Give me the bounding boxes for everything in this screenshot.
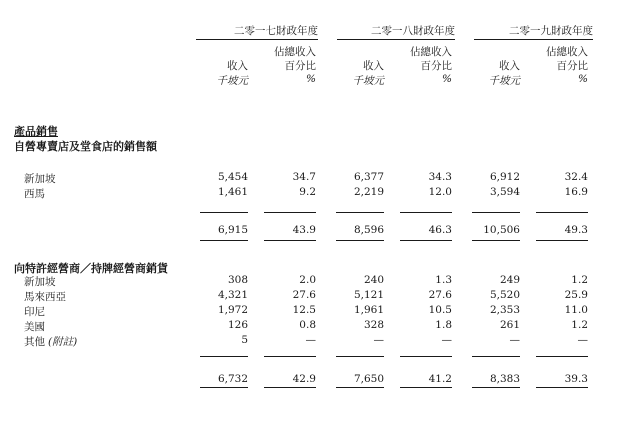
table-cell: 0.8	[299, 319, 316, 331]
table-cell: 308	[227, 274, 248, 286]
s2-rule-c1	[200, 356, 248, 357]
pct-label-2017-1: 佔總收入	[274, 46, 316, 58]
table-cell: 5	[241, 334, 248, 346]
table-cell: 9.2	[299, 186, 316, 198]
pct-label-2019-1: 佔總收入	[546, 46, 588, 58]
table-cell: 1.8	[435, 319, 452, 331]
pct-label-2019-2: 百分比	[556, 60, 588, 72]
s1-total-rule-c4	[400, 240, 452, 241]
table-cell: 1.2	[571, 319, 588, 331]
s1-total-rule-c2	[264, 240, 316, 241]
unit-pct-2019: %	[578, 73, 588, 85]
unit-rev-2017: 千坡元	[216, 75, 248, 87]
table-cell: 16.9	[564, 186, 588, 198]
s1-rule-c2	[264, 212, 316, 213]
year-header-2019: 二零一九財政年度	[509, 25, 593, 37]
total-cell: 8,383	[489, 373, 520, 385]
header-rule-2018	[337, 39, 455, 40]
table-cell: 10.5	[428, 304, 452, 316]
section-product-sales-subtitle: 自營專賣店及堂食店的銷售額	[14, 140, 157, 153]
table-cell: 5,454	[217, 171, 248, 183]
table-cell: 4,321	[217, 289, 248, 301]
table-cell: 25.9	[564, 289, 588, 301]
total-cell: 7,650	[353, 373, 384, 385]
rev-label-2017: 收入	[227, 60, 248, 72]
s2-total-rule-c1	[200, 387, 248, 388]
s1-total-rule-c6	[536, 240, 588, 241]
total-cell: 49.3	[564, 224, 588, 236]
total-cell: 39.3	[564, 373, 588, 385]
row-label: 馬來西亞	[24, 291, 66, 303]
pct-label-2017-2: 百分比	[284, 60, 316, 72]
table-cell: 249	[499, 274, 520, 286]
table-cell: 2,353	[489, 304, 520, 316]
row-label: 其他	[24, 336, 45, 348]
s1-total-rule-c5	[472, 240, 520, 241]
section-franchise-title: 向特許經營商／持牌經營商銷貨	[14, 262, 168, 275]
unit-rev-2018: 千坡元	[352, 75, 384, 87]
row-label-note: (附註)	[48, 336, 78, 348]
rev-label-2019: 收入	[499, 60, 520, 72]
total-cell: 46.3	[428, 224, 452, 236]
s1-rule-c6	[536, 212, 588, 213]
table-cell: 27.6	[292, 289, 316, 301]
unit-pct-2018: %	[442, 73, 452, 85]
pct-label-2018-1: 佔總收入	[410, 46, 452, 58]
table-cell: 27.6	[428, 289, 452, 301]
total-cell: 42.9	[292, 373, 316, 385]
header-rule-2017	[196, 39, 318, 40]
header-rule-2019	[474, 39, 593, 40]
s1-total-rule-c1	[200, 240, 248, 241]
row-label: 印尼	[24, 306, 45, 318]
table-cell: 6,912	[489, 171, 520, 183]
s1-total-rule-c3	[336, 240, 384, 241]
s1-rule-c1	[200, 212, 248, 213]
table-cell: 3,594	[489, 186, 520, 198]
s2-total-rule-c2	[264, 387, 316, 388]
table-cell: —	[305, 334, 316, 346]
s2-total-rule-c4	[400, 387, 452, 388]
table-cell: —	[577, 334, 588, 346]
row-label: 新加坡	[24, 173, 56, 185]
s2-total-rule-c5	[472, 387, 520, 388]
total-cell: 43.9	[292, 224, 316, 236]
table-cell: 12.5	[292, 304, 316, 316]
table-cell: 261	[499, 319, 520, 331]
table-cell: 1,961	[353, 304, 384, 316]
section-product-sales-title: 產品銷售	[14, 125, 58, 138]
table-cell: 126	[227, 319, 248, 331]
pct-label-2018-2: 百分比	[420, 60, 452, 72]
total-cell: 41.2	[428, 373, 452, 385]
row-label: 西馬	[24, 188, 45, 200]
table-cell: 1,461	[217, 186, 248, 198]
s2-rule-c2	[264, 356, 316, 357]
rev-label-2018: 收入	[363, 60, 384, 72]
table-cell: —	[373, 334, 384, 346]
s2-total-rule-c6	[536, 387, 588, 388]
table-cell: 32.4	[564, 171, 588, 183]
table-cell: 5,520	[489, 289, 520, 301]
table-cell: 34.7	[292, 171, 316, 183]
table-cell: 1,972	[217, 304, 248, 316]
table-cell: 5,121	[353, 289, 384, 301]
table-cell: 34.3	[428, 171, 452, 183]
s2-rule-c6	[536, 356, 588, 357]
table-cell: 328	[363, 319, 384, 331]
table-cell: —	[441, 334, 452, 346]
s1-rule-c4	[400, 212, 452, 213]
s1-rule-c5	[472, 212, 520, 213]
year-header-2018: 二零一八財政年度	[371, 25, 455, 37]
table-cell: 12.0	[428, 186, 452, 198]
table-cell: 1.2	[571, 274, 588, 286]
row-label: 新加坡	[24, 276, 56, 288]
total-cell: 10,506	[483, 224, 520, 236]
total-cell: 6,732	[217, 373, 248, 385]
year-header-2017: 二零一七財政年度	[234, 25, 318, 37]
table-cell: 2,219	[353, 186, 384, 198]
unit-rev-2019: 千坡元	[488, 75, 520, 87]
table-cell: 11.0	[564, 304, 588, 316]
unit-pct-2017: %	[306, 73, 316, 85]
table-cell: 240	[363, 274, 384, 286]
row-label: 美國	[24, 321, 45, 333]
table-cell: 6,377	[353, 171, 384, 183]
table-cell: 1.3	[435, 274, 452, 286]
s2-total-rule-c3	[336, 387, 384, 388]
s2-rule-c5	[472, 356, 520, 357]
total-cell: 6,915	[217, 224, 248, 236]
total-cell: 8,596	[353, 224, 384, 236]
s2-rule-c3	[336, 356, 384, 357]
s1-rule-c3	[336, 212, 384, 213]
s2-rule-c4	[400, 356, 452, 357]
table-cell: —	[509, 334, 520, 346]
table-cell: 2.0	[299, 274, 316, 286]
